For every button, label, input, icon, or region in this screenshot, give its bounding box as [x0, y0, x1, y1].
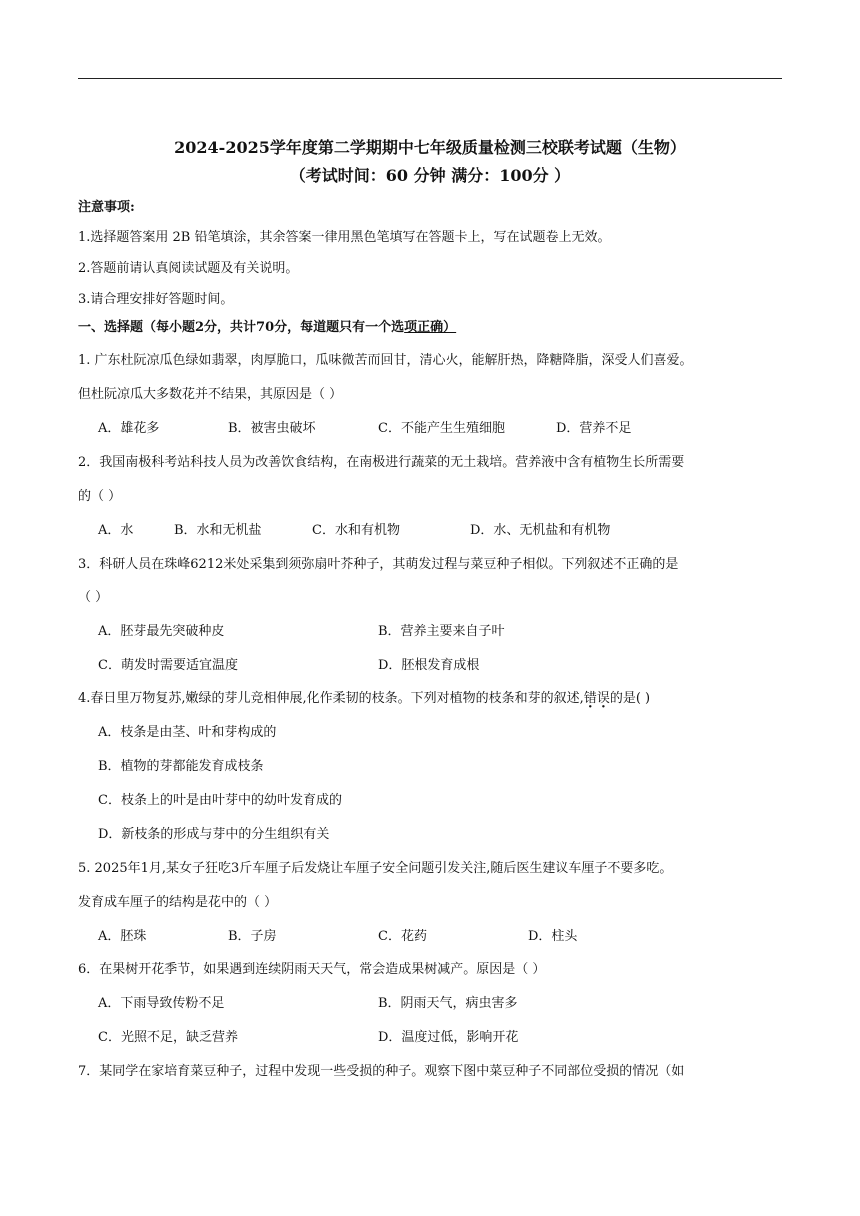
question-4-stem: 4.春日里万物复苏,嫩绿的芽儿竞相伸展,化作柔韧的枝条。下列对植物的枝条和芽的叙述,错误的是( ) [78, 691, 651, 706]
question-1-option-c: C．不能产生生殖细胞 [378, 421, 505, 436]
notes-heading: 注意事项: [78, 200, 135, 215]
question-5-stem: 发育成车厘子的结构是花中的（ ） [78, 895, 278, 910]
question-2-option-a: A．水 [98, 523, 134, 538]
question-7-stem: 7．某同学在家培育菜豆种子，过程中发现一些受损的种子。观察下图中菜豆种子不同部位受损的情况（如 [78, 1064, 685, 1079]
question-2-stem: 的（ ） [78, 489, 122, 504]
exam-title: 2024-2025学年度第二学期期中七年级质量检测三校联考试题（生物） [174, 138, 686, 157]
question-5-option-d: D．柱头 [528, 929, 578, 944]
note-item: 1.选择题答案用 2B 铅笔填涂，其余答案一律用黑色笔填写在答题卡上，写在试题卷上无效。 [78, 230, 611, 245]
question-6-option-d: D．温度过低，影响开花 [378, 1030, 519, 1045]
question-4-option-d: D．新枝条的形成与芽中的分生组织有关 [98, 827, 330, 842]
question-4-option-b: B．植物的芽都能发育成枝条 [98, 759, 264, 774]
question-5-option-b: B．子房 [228, 929, 277, 944]
question-5-option-c: C．花药 [378, 929, 427, 944]
question-3-option-d: D．胚根发育成根 [378, 658, 480, 673]
question-4-option-a: A．枝条是由茎、叶和芽构成的 [98, 725, 277, 740]
question-6-option-c: C．光照不足，缺乏营养 [98, 1030, 238, 1045]
header-rule [78, 78, 782, 79]
question-3-option-a: A．胚芽最先突破种皮 [98, 624, 225, 639]
question-3-option-c: C．萌发时需要适宜温度 [98, 658, 238, 673]
question-3-stem: （ ） [78, 590, 109, 605]
question-1-stem: 1. 广东杜阮凉瓜色绿如翡翠，肉厚脆口，瓜味微苦而回甘，清心火，能解肝热，降糖降脂，深受人们喜爱。 [78, 353, 693, 368]
question-1-option-d: D．营养不足 [556, 421, 632, 436]
question-5-option-a: A．胚珠 [98, 929, 147, 944]
question-5-stem: 5. 2025年1月,某女子狂吃3斤车厘子后发烧让车厘子安全问题引发关注,随后医生建议车厘子不要多吃。 [78, 861, 673, 876]
note-item: 3.请合理安排好答题时间。 [78, 292, 234, 307]
note-item: 2.答题前请认真阅读试题及有关说明。 [78, 261, 299, 276]
question-1-option-a: A．雄花多 [98, 421, 160, 436]
question-6-stem: 6．在果树开花季节，如果遇到连续阴雨天天气，常会造成果树减产。原因是（ ） [78, 962, 546, 977]
question-2-option-c: C．水和有机物 [312, 523, 400, 538]
question-6-option-b: B．阴雨天气，病虫害多 [378, 996, 518, 1011]
question-3-option-b: B．营养主要来自子叶 [378, 624, 505, 639]
question-6-option-a: A．下雨导致传粉不足 [98, 996, 225, 1011]
question-2-stem: 2．我国南极科考站科技人员为改善饮食结构，在南极进行蔬菜的无土栽培。营养液中含有植物生长所需要 [78, 455, 685, 470]
question-2-option-b: B．水和无机盐 [174, 523, 262, 538]
question-4-option-c: C．枝条上的叶是由叶芽中的幼叶发育成的 [98, 793, 342, 808]
question-1-option-b: B．被害虫破坏 [228, 421, 316, 436]
question-2-option-d: D．水、无机盐和有机物 [470, 523, 611, 538]
section-heading: 一、选择题（每小题2分，共计70分，每道题只有一个选项正确） [78, 320, 457, 335]
question-3-stem: 3．科研人员在珠峰6212米处采集到须弥扇叶芥种子，其萌发过程与菜豆种子相似。下列叙述不正确的是 [78, 557, 679, 572]
question-1-stem: 但杜阮凉瓜大多数花并不结果，其原因是（ ） [78, 387, 343, 402]
exam-subtitle: （考试时间：60 分钟 满分：100分 ） [289, 166, 571, 185]
